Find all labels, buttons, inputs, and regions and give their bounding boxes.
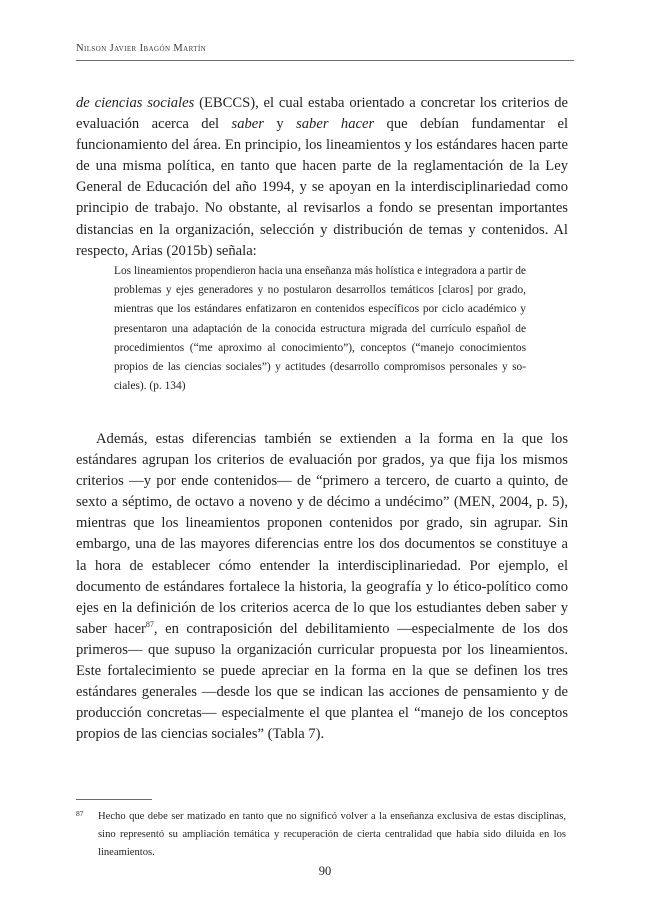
italic-term: saber hacer (296, 116, 375, 133)
header-rule (76, 60, 574, 61)
paragraph-text: y (263, 116, 297, 133)
body-paragraph-1 (76, 93, 568, 262)
paragraph-text: que debían fundamentar el funcionamiento del área. En principio, los lineamientos y los estándares hacen parte de una misma política, en tanto que hacen parte de la reglamentación de la Ley General de Educación del año 1994, y se apoyan en la interdisciplinariedad como principio de trabajo. No obstante, al revisarlos a fondo se presentan importantes distancias en la organización, selección y distribución de temas y contenidos. Al respecto, Arias (2015b) señala: (76, 116, 569, 259)
footnote-text: Hecho que debe ser matizado en tanto que no significó volver a la enseñanza exclusiva de estas disciplinas, sino representó su ampliación temática y recuperación de cierta centralidad que había sido diluida en los lineamientos. (98, 811, 566, 859)
paragraph-text: , en contraposición del debilitamiento —especialmente de los dos primeros— que supuso la organización curricular propuesta por los lineamientos. Este fortalecimiento se puede apreciar en la forma en la que se definen los tres estándares generales —desde los que se indican las acciones de pensamiento y de producción concretas— especialmente el que plantea el “manejo de los conceptos propios de las ciencias sociales” (Tabla 7). (76, 620, 568, 743)
block-quote: Los lineamientos propendieron hacia una enseñanza más holística e integradora a partir de problemas y ejes generadores y no postularon desarrollos temáticos [claros] por grado, mientras que los estándares enfatizaron en contenidos específicos por ciclo académico y presentaron una adaptación de la conocida estructura migrada del currículo español de procedimientos (“me aproximo al conocimiento”), conceptos (“manejo conocimientos propios de las ciencias sociales”) y actitudes (desarrollo compromisos personales y sociales). (p. 134) (114, 265, 526, 393)
body-paragraph-2 (76, 429, 568, 745)
footnote-rule (76, 799, 152, 800)
page-number: 90 (318, 864, 332, 878)
italic-term: de ciencias sociales (76, 95, 195, 111)
italic-term: saber (231, 116, 264, 133)
footnote-reference[interactable]: 87 (145, 619, 154, 629)
running-head: Nilson Javier Ibagón Martín (76, 43, 207, 54)
paragraph-text: Además, estas diferencias también se extienden a la forma en la que los estándares agrupan los criterios de evaluación por grados, ya que fija los mismos criterios —y por ende contenidos— de “primero a tercero, de cuarto a quinto, de sexto a séptimo, de octavo a noveno y de décimo a undécimo” (MEN, 2004, p. 5), mientras que los lineamientos proponen contenidos por grado, sin agrupar. Sin embargo, una de las mayores diferencias entre los dos documentos se constituye a la hora de establecer cómo entender la interdisciplinariedad. Por ejemplo, el documento de estándares fortalece la historia, la geografía y lo ético-político como ejes en la definición de los criterios acerca de lo que los estudiantes deben saber y saber hacer (76, 431, 568, 637)
footnote-number: 87 (76, 809, 84, 818)
footnote (76, 808, 568, 863)
paragraph-text: (EBCCS), el cual estaba orientado a concretar los criterios de evaluación acerca del (76, 95, 569, 133)
